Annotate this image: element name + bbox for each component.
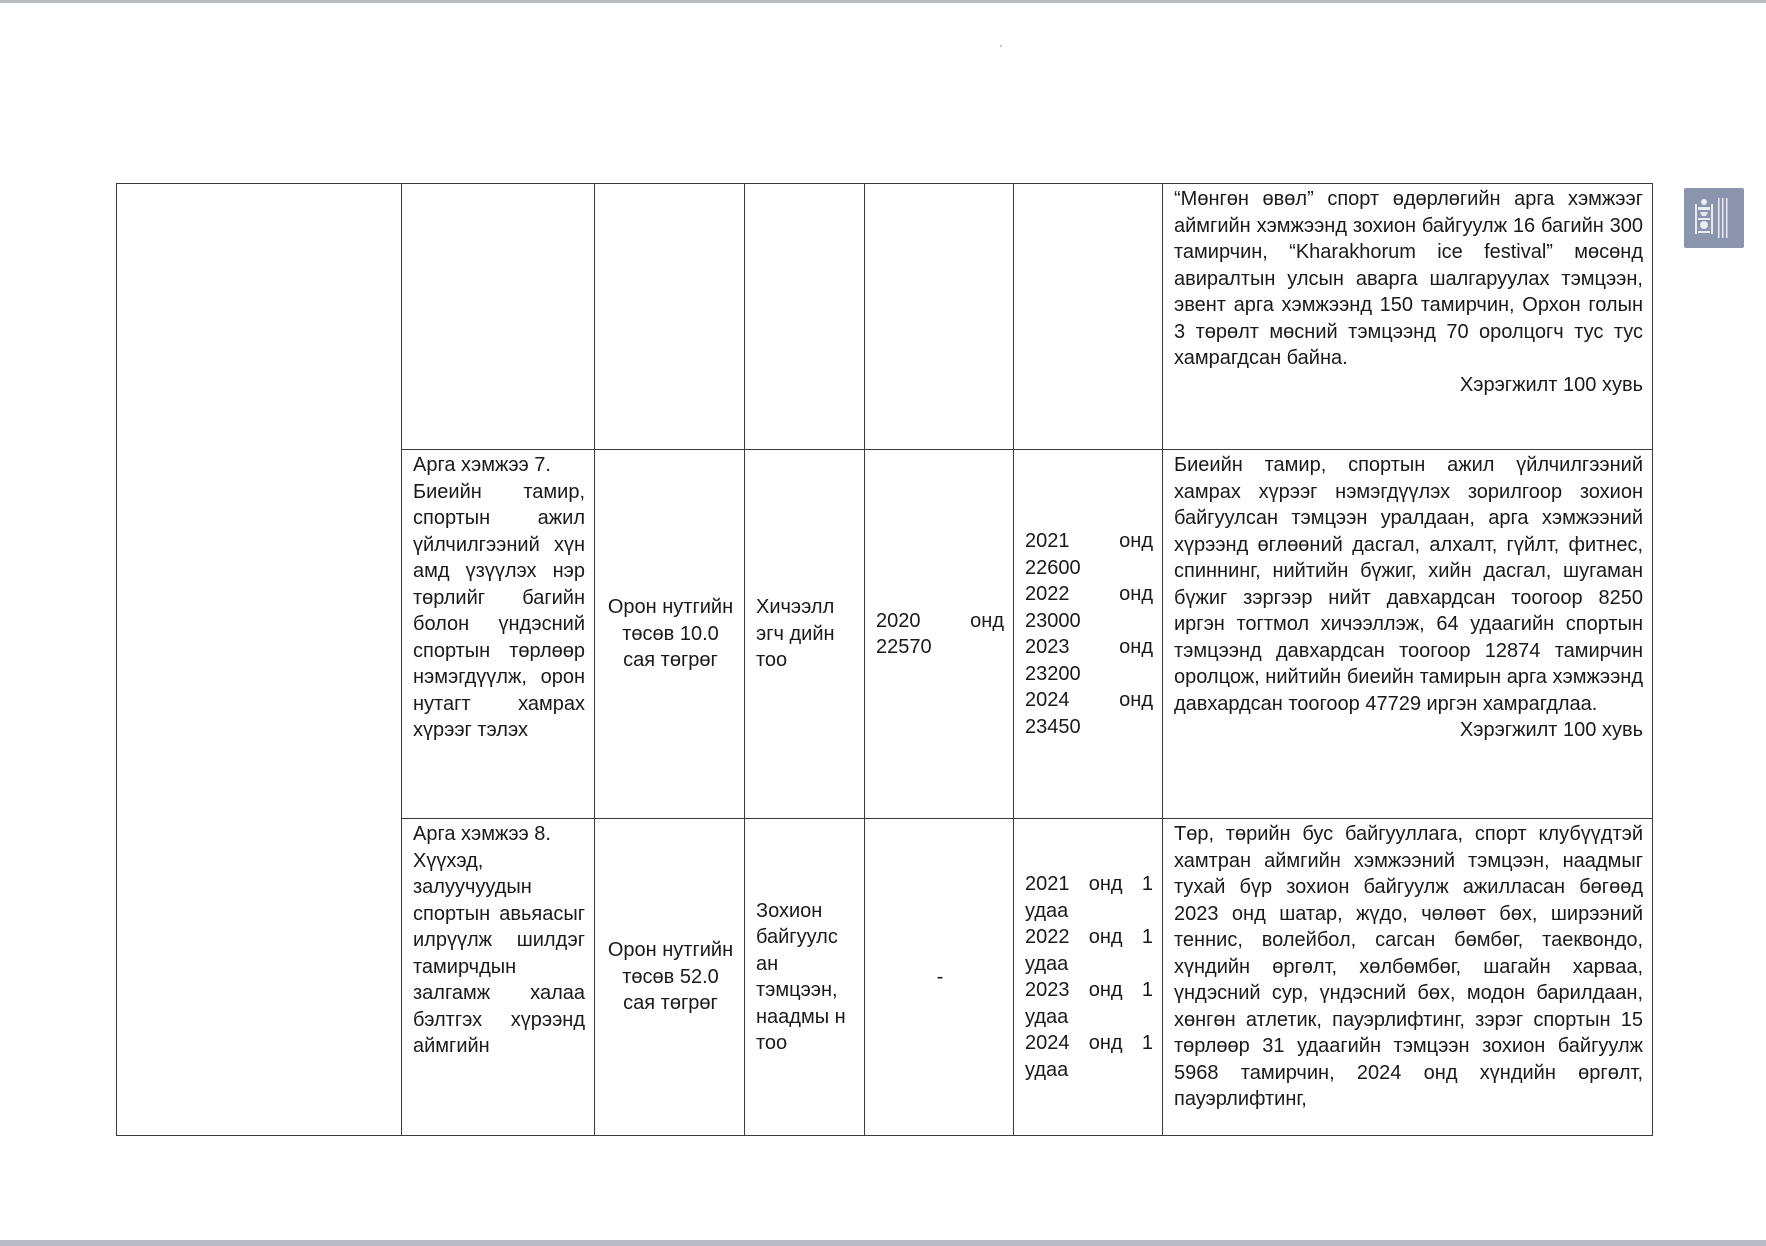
baseline-value: 22570	[876, 636, 932, 658]
activity-cell-empty	[402, 184, 595, 450]
baseline-line	[876, 608, 1004, 635]
baseline-cell-empty	[865, 184, 1014, 450]
progress-text: Биеийн тамир, спортын ажил үйлчилгээний хамрах хүрээг нэмэгдүүлэх зорилгоор зохион байгуулсан тэмцээн уралдаан, арга хэмжээний хүрээнд өглөөний дасгал, алхалт, гүйлт, фитнес, спиннинг, нийтийн бүжиг, хийн дасгал, шугаман бүжиг зэргээр нийт давхардсан тоогоор 8250 иргэн тогтмол хичээллэж, 64 удаагийн спортын тэмцээнд давхардсан тоогоор 12874 тамирчин оролцож, нийтийн биеийн тамирын арга хэмжээнд давхардсан тоогоор 47729 иргэн хамрагдлаа.	[1174, 454, 1643, 715]
scan-speck	[1000, 45, 1002, 47]
target-unit: онд	[1119, 689, 1153, 711]
target-line	[1025, 634, 1153, 661]
baseline-year: 2020	[876, 609, 921, 632]
activity-text: Арга хэмжээ 7. Биеийн тамир, спортын ажил үйлчилгээний хүн амд үзүүлэх нэр төрлийг багийн болон үндэсний спортын төрлөөр нэмэгдүүлж, орон нутагт хамрах хүрээг тэлэх	[413, 454, 585, 741]
target-year: 2023	[1025, 636, 1070, 658]
funding-text: Орон нутгийн төсөв 10.0 сая төгрөг	[607, 596, 734, 672]
target-unit: онд	[1119, 583, 1153, 605]
target-unit: онд	[1088, 979, 1123, 1001]
completion-label: Хэрэгжилт 100 хувь	[1459, 719, 1643, 741]
scan-edge-top	[0, 0, 1766, 3]
target-value: 23200	[1025, 662, 1081, 685]
target-line	[1025, 977, 1153, 1004]
target-value: 1	[1141, 979, 1153, 1001]
target-unit2: удаа	[1025, 952, 1069, 975]
activity-cell	[402, 819, 595, 1136]
target-year: 2024	[1025, 1032, 1070, 1054]
funding-cell	[595, 450, 745, 819]
funding-cell-empty	[595, 184, 745, 450]
indicator-cell	[745, 450, 865, 819]
target-unit: онд	[1088, 873, 1123, 895]
target-unit: онд	[1088, 926, 1123, 948]
baseline-dash: -	[936, 965, 944, 988]
target-value: 23000	[1025, 609, 1081, 632]
target-unit: онд	[1119, 636, 1153, 658]
funding-cell	[595, 819, 745, 1136]
completion-label: Хэрэгжилт 100 хувь	[1459, 373, 1643, 396]
activity-text: Арга хэмжээ 8. Хүүхэд, залуучуудын спортын авьяасыг илрүүлж шилдэг тамирчдын залгамж халаа бэлтгэх хүрээнд аймгийн	[413, 823, 585, 1057]
progress-cell	[1163, 184, 1653, 450]
table-row	[117, 184, 1653, 450]
target-unit: онд	[1088, 1032, 1123, 1054]
soyombo-seal-icon	[1684, 188, 1744, 248]
target-cell-empty	[1014, 184, 1163, 450]
action-plan-table	[116, 183, 1653, 1136]
government-seal-stamp	[1684, 188, 1744, 248]
baseline-cell	[865, 450, 1014, 819]
target-line	[1025, 871, 1153, 898]
progress-cell	[1163, 450, 1653, 819]
goal-cell-empty	[117, 184, 402, 1136]
progress-cell	[1163, 819, 1653, 1136]
target-cell	[1014, 450, 1163, 819]
target-unit2: удаа	[1025, 899, 1069, 922]
baseline-unit: онд	[970, 609, 1004, 632]
target-year: 2021	[1025, 530, 1070, 552]
target-year: 2024	[1025, 689, 1070, 711]
target-unit2: удаа	[1025, 1058, 1069, 1081]
progress-text: “Мөнгөн өвөл” спорт өдөрлөгийн арга хэмжээг аймгийн хэмжээнд зохион байгуулж 16 багийн 300 тамирчин, “Kharakhorum ice festival” мөсөнд авиралтын улсын аварга шалгаруулах тэмцээн, эвент арга хэмжээнд 150 тамирчин, Орхон голын 3 төрөлт мөсний тэмцээнд 70 оролцогч тус тус хамрагдсан байна.	[1174, 188, 1643, 369]
target-value: 1	[1141, 926, 1153, 948]
target-year: 2021	[1025, 873, 1070, 895]
progress-text: Төр, төрийн бус байгууллага, спорт клубүүдтэй хамтран аймгийн хэмжээний тэмцээн, наадмыг тухай бүр зохион байгуулж ажилласан бөгөөд 2023 онд шатар, жүдо, чөлөөт бөх, ширээний теннис, волейбол, сагсан бөмбөг, таеквондо, хүндийн өргөлт, хөлбөмбөг, шагайн харваа, үндэсний сур, үндэсний бөх, модон барилдаан, хөнгөн атлетик, пауэрлифтинг, зэрэг спортын 15 төрлөөр 31 удаагийн тэмцээн зохион байгуулж 5968 тамирчин, 2024 онд хүндийн өргөлт, пауэрлифтинг,	[1174, 823, 1643, 1110]
target-line	[1025, 581, 1153, 608]
target-year: 2022	[1025, 926, 1070, 948]
scan-edge-bottom	[0, 1240, 1766, 1246]
target-value: 1	[1141, 873, 1153, 895]
target-value: 22600	[1025, 556, 1081, 579]
indicator-cell	[745, 819, 865, 1136]
target-line	[1025, 687, 1153, 714]
target-year: 2023	[1025, 979, 1070, 1001]
indicator-text: Зохион байгуулс ан тэмцээн, наадмы н тоо	[756, 899, 846, 1054]
target-unit: онд	[1119, 530, 1153, 552]
target-cell	[1014, 819, 1163, 1136]
target-line	[1025, 924, 1153, 951]
funding-text: Орон нутгийн төсөв 52.0 сая төгрөг	[607, 939, 734, 1015]
target-unit2: удаа	[1025, 1005, 1069, 1028]
target-value: 1	[1141, 1032, 1153, 1054]
target-value: 23450	[1025, 715, 1081, 738]
indicator-cell-empty	[745, 184, 865, 450]
target-line	[1025, 1030, 1153, 1057]
activity-cell	[402, 450, 595, 819]
target-year: 2022	[1025, 583, 1070, 605]
baseline-cell	[865, 819, 1014, 1136]
target-line	[1025, 528, 1153, 555]
indicator-text: Хичээлл эгч дийн тоо	[756, 596, 835, 672]
